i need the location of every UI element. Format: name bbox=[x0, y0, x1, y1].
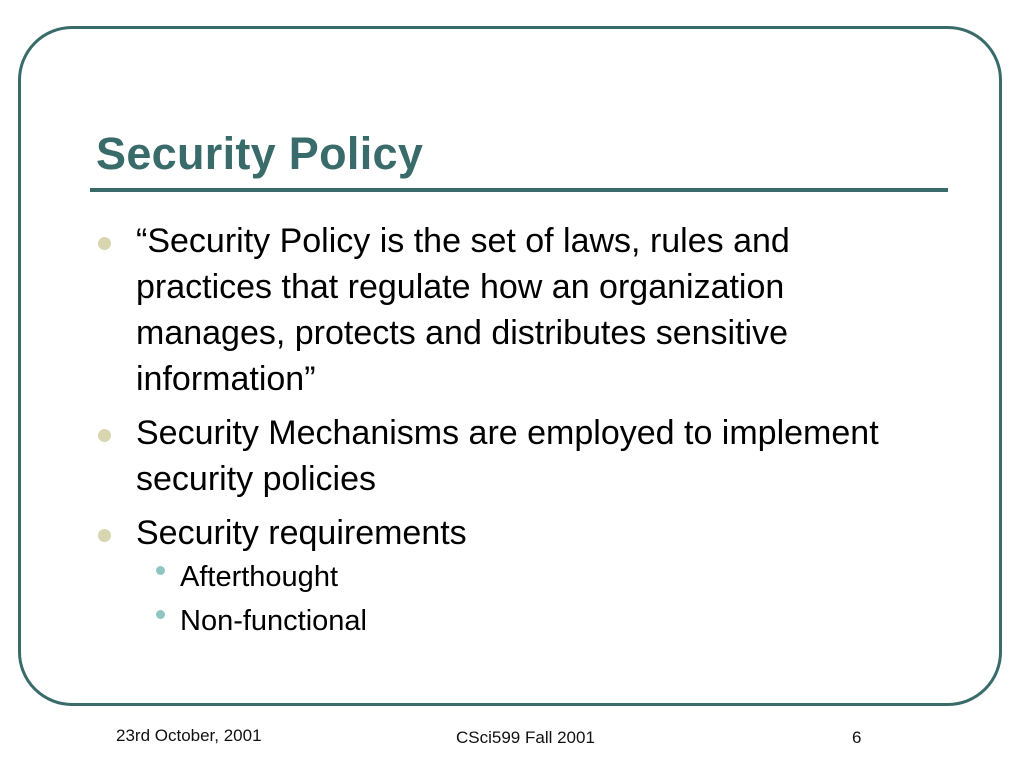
bullet-item bbox=[96, 510, 916, 556]
bullet-dot-icon bbox=[98, 529, 111, 542]
bullet-dot-icon bbox=[98, 237, 111, 250]
footer-date: 23rd October, 2001 bbox=[116, 726, 262, 745]
footer-page-number: 6 bbox=[852, 728, 862, 747]
slide-title: Security Policy bbox=[96, 128, 424, 179]
sub-bullet-item bbox=[96, 554, 916, 600]
bullet-dot-icon bbox=[98, 429, 111, 442]
sub-bullet-item bbox=[96, 598, 916, 644]
sub-bullet-text: Afterthought bbox=[180, 561, 338, 593]
bullet-item bbox=[96, 410, 916, 502]
bullet-text: “Security Policy is the set of laws, rules and practices that regulate how an organization manages, protects and distributes sensitive information” bbox=[136, 222, 790, 398]
bullet-text: Security requirements bbox=[136, 514, 467, 552]
bullet-list bbox=[96, 218, 916, 644]
sub-bullet-text: Non-functional bbox=[180, 605, 367, 637]
bullet-item bbox=[96, 218, 916, 402]
title-underline bbox=[90, 188, 948, 192]
sub-bullet-dot-icon bbox=[156, 610, 165, 619]
bullet-text: Security Mechanisms are employed to implement security policies bbox=[136, 414, 879, 498]
sub-bullet-dot-icon bbox=[156, 566, 165, 575]
footer-course: CSci599 Fall 2001 bbox=[456, 728, 595, 747]
